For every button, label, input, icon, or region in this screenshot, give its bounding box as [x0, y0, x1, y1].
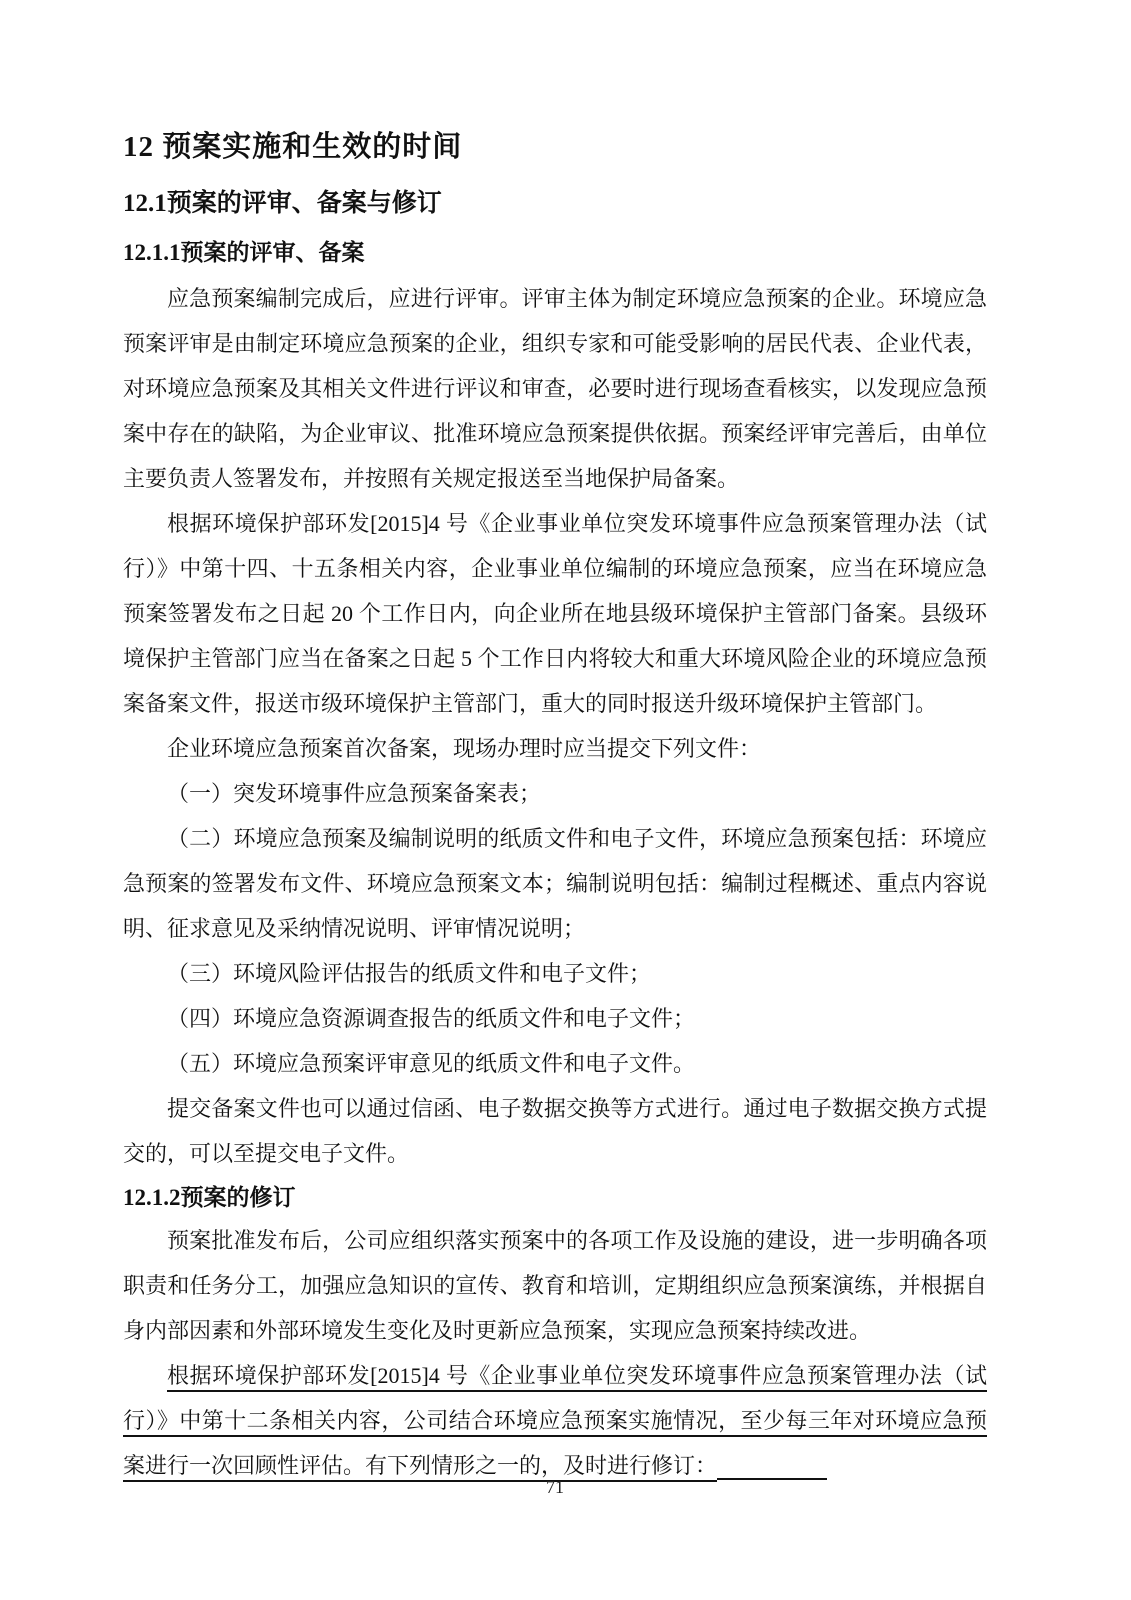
paragraph-revision-rule-text: 根据环境保护部环发[2015]4 号《企业事业单位突发环境事件应急预案管理办法（试行）》中第十二条相关内容，公司结合环境应急预案实施情况，至少每三年对环境应急预案进行一次回顾性评估。有下列情形之一的，及时进行修订： [123, 1362, 987, 1478]
paragraph-revision-implementation: 预案批准发布后，公司应组织落实预案中的各项工作及设施的建设，进一步明确各项职责和任务分工，加强应急知识的宣传、教育和培训，定期组织应急预案演练，并根据自身内部因素和外部环境发生变化及时更新应急预案，实现应急预案持续改进。 [123, 1227, 987, 1343]
heading-section-review-filing-revision: 12.1预案的评审、备案与修订 [123, 189, 442, 217]
paragraph-first-filing-intro: 企业环境应急预案首次备案，现场办理时应当提交下列文件： [167, 736, 762, 762]
list-item-resource-survey-report: （四）环境应急资源调查报告的纸质文件和电子文件； [167, 1006, 696, 1032]
paragraph-review-process: 应急预案编制完成后，应进行评审。评审主体为制定环境应急预案的企业。环境应急预案评审是由制定环境应急预案的企业，组织专家和可能受影响的居民代表、企业代表，对环境应急预案及其相关文件进行评议和审查，必要时进行现场查看核实，以发现应急预案中存在的缺陷，为企业审议、批准环境应急预案提供依据。预案经评审完善后，由单位主要负责人签署发布，并按照有关规定报送至当地保护局备案。 [123, 286, 987, 492]
paragraph-revision-rule-underlined [123, 1353, 987, 1488]
paragraph-submission-methods: 提交备案文件也可以通过信函、电子数据交换等方式进行。通过电子数据交换方式提交的，可以至提交电子文件。 [123, 1096, 987, 1167]
heading-subsection-review-filing: 12.1.1预案的评审、备案 [123, 239, 365, 265]
list-item-risk-assessment-report: （三）环境风险评估报告的纸质文件和电子文件； [167, 961, 652, 987]
list-item-filing-form: （一）突发环境事件应急预案备案表； [167, 781, 542, 807]
list-item-plan-documents: （二）环境应急预案及编制说明的纸质文件和电子文件，环境应急预案包括：环境应急预案的签署发布文件、环境应急预案文本；编制说明包括：编制过程概述、重点内容说明、征求意见及采纳情况说明、评审情况说明； [123, 826, 987, 942]
list-item-review-opinions: （五）环境应急预案评审意见的纸质文件和电子文件。 [167, 1051, 696, 1077]
paragraph-filing-regulation: 根据环境保护部环发[2015]4 号《企业事业单位突发环境事件应急预案管理办法（试行）》中第十四、十五条相关内容，企业事业单位编制的环境应急预案，应当在环境应急预案签署发布之日起 20 个工作日内，向企业所在地县级环境保护主管部门备案。县级环境保护主管部门应当在备案之日起 5 个工作日内将较大和重大环境风险企业的环境应急预案备案文件，报送市级环境保护主管部门，重大的同时报送升级环境保护主管部门。 [123, 511, 987, 717]
document-content [123, 130, 987, 1488]
heading-subsection-revision: 12.1.2预案的修订 [123, 1185, 296, 1211]
page-number: 71 [546, 1477, 564, 1497]
heading-chapter: 12 预案实施和生效的时间 [123, 131, 463, 163]
